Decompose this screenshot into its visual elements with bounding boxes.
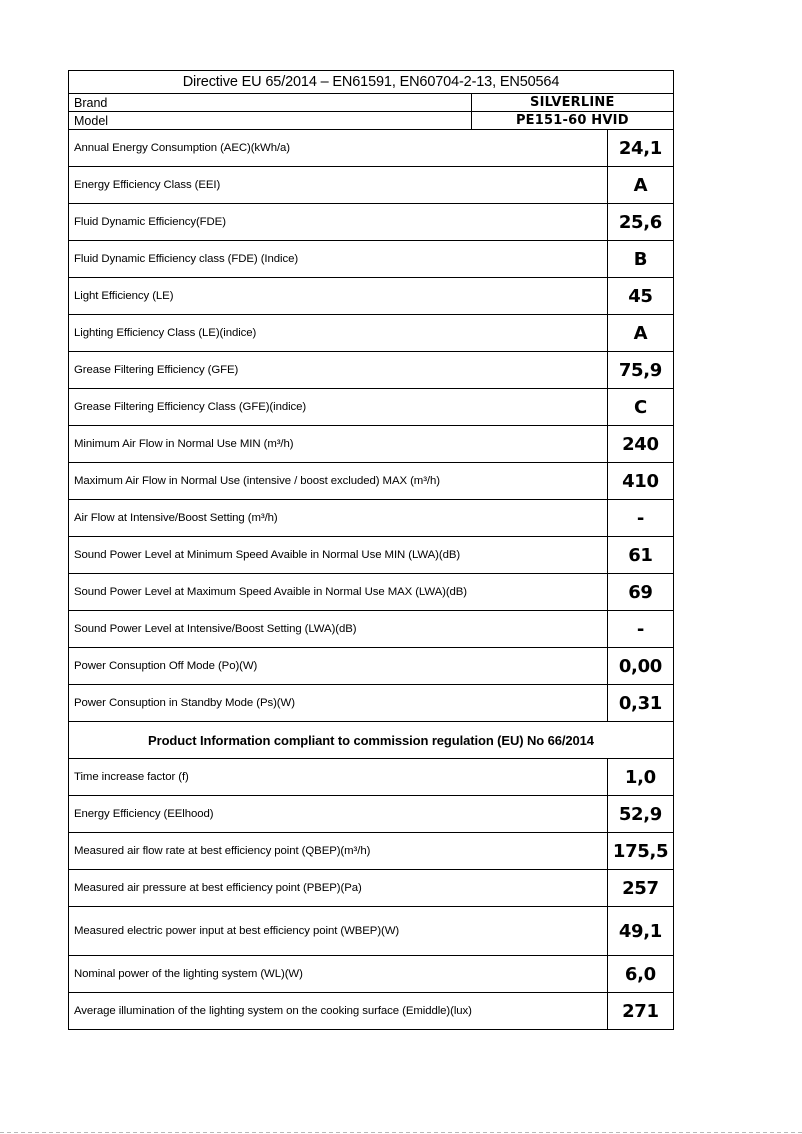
section-header-row (69, 722, 674, 759)
row-value: 75,9 (607, 352, 673, 389)
row-value: A (607, 167, 673, 204)
table-title-row (69, 71, 674, 94)
section-header-66-2014: Product Information compliant to commission regulation (EU) No 66/2014 (69, 722, 674, 759)
row-label: Power Consuption Off Mode (Po)(W) (69, 648, 608, 685)
row-label: Air Flow at Intensive/Boost Setting (m³/h) (69, 500, 608, 537)
row-label: Measured electric power input at best efficiency point (WBEP)(W) (69, 907, 608, 956)
table-row (69, 759, 674, 796)
row-label: Nominal power of the lighting system (WL)(W) (69, 956, 608, 993)
row-value: - (607, 611, 673, 648)
table-row (69, 130, 674, 167)
row-label: Sound Power Level at Intensive/Boost Setting (LWA)(dB) (69, 611, 608, 648)
row-label: Annual Energy Consumption (AEC)(kWh/a) (69, 130, 608, 167)
table-row (69, 993, 674, 1030)
table-row (69, 167, 674, 204)
row-label: Measured air flow rate at best efficiency point (QBEP)(m³/h) (69, 833, 608, 870)
identity-row (69, 94, 674, 112)
identity-value: PE151-60 HVID (471, 112, 673, 130)
row-value: 0,31 (607, 685, 673, 722)
row-label: Fluid Dynamic Efficiency(FDE) (69, 204, 608, 241)
table-row (69, 389, 674, 426)
table-row (69, 685, 674, 722)
table-row (69, 870, 674, 907)
table-row (69, 648, 674, 685)
row-value: 45 (607, 278, 673, 315)
row-value: 24,1 (607, 130, 673, 167)
row-label: Fluid Dynamic Efficiency class (FDE) (Indice) (69, 241, 608, 278)
row-label: Minimum Air Flow in Normal Use MIN (m³/h) (69, 426, 608, 463)
row-value: B (607, 241, 673, 278)
table-row (69, 500, 674, 537)
table-row (69, 907, 674, 956)
table-row (69, 315, 674, 352)
row-label: Measured air pressure at best efficiency point (PBEP)(Pa) (69, 870, 608, 907)
table-row (69, 574, 674, 611)
table-row (69, 537, 674, 574)
row-label: Lighting Efficiency Class (LE)(indice) (69, 315, 608, 352)
row-label: Energy Efficiency Class (EEI) (69, 167, 608, 204)
row-label: Time increase factor (f) (69, 759, 608, 796)
row-value: C (607, 389, 673, 426)
page-bottom-rule (0, 1132, 802, 1133)
row-value: 271 (607, 993, 673, 1030)
table-row (69, 463, 674, 500)
row-value: 52,9 (607, 796, 673, 833)
row-value: 25,6 (607, 204, 673, 241)
table-row (69, 278, 674, 315)
row-label: Sound Power Level at Maximum Speed Avaible in Normal Use MAX (LWA)(dB) (69, 574, 608, 611)
table-row (69, 956, 674, 993)
row-label: Light Efficiency (LE) (69, 278, 608, 315)
row-value: 49,1 (607, 907, 673, 956)
identity-value: SILVERLINE (471, 94, 673, 112)
row-value: 240 (607, 426, 673, 463)
row-value: 6,0 (607, 956, 673, 993)
directive-title: Directive EU 65/2014 – EN61591, EN60704-2-13, EN50564 (69, 71, 674, 94)
row-label: Maximum Air Flow in Normal Use (intensive / boost excluded) MAX (m³/h) (69, 463, 608, 500)
row-value: 257 (607, 870, 673, 907)
identity-label: Model (69, 112, 472, 130)
table-row (69, 241, 674, 278)
table-row (69, 611, 674, 648)
row-label: Average illumination of the lighting system on the cooking surface (Emiddle)(lux) (69, 993, 608, 1030)
identity-label: Brand (69, 94, 472, 112)
row-label: Sound Power Level at Minimum Speed Avaible in Normal Use MIN (LWA)(dB) (69, 537, 608, 574)
table-row (69, 204, 674, 241)
row-label: Energy Efficiency (EElhood) (69, 796, 608, 833)
row-value: 175,5 (607, 833, 673, 870)
identity-row (69, 112, 674, 130)
row-value: 69 (607, 574, 673, 611)
row-value: 61 (607, 537, 673, 574)
row-value: 0,00 (607, 648, 673, 685)
row-value: A (607, 315, 673, 352)
row-label: Grease Filtering Efficiency Class (GFE)(indice) (69, 389, 608, 426)
product-fiche-table (68, 70, 674, 1030)
row-label: Grease Filtering Efficiency (GFE) (69, 352, 608, 389)
row-value: 1,0 (607, 759, 673, 796)
row-label: Power Consuption in Standby Mode (Ps)(W) (69, 685, 608, 722)
table-row (69, 833, 674, 870)
row-value: - (607, 500, 673, 537)
row-value: 410 (607, 463, 673, 500)
table-row (69, 426, 674, 463)
table-row (69, 796, 674, 833)
table-row (69, 352, 674, 389)
